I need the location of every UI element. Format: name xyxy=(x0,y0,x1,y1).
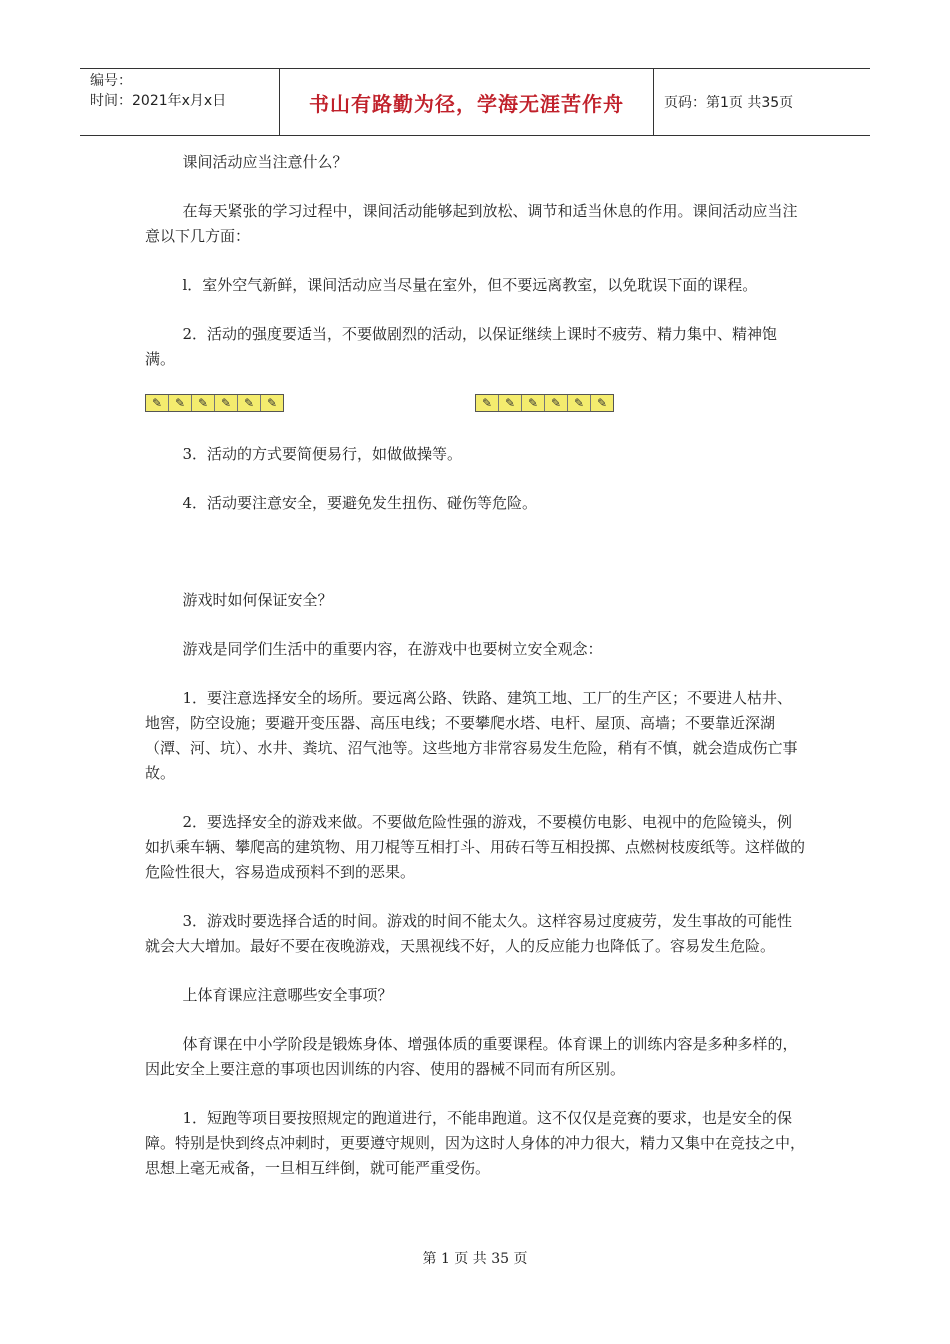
paragraph-intro-break: 在每天紧张的学习过程中，课间活动能够起到放松、调节和适当休息的作用。课间活动应当注意以下几方面： xyxy=(145,202,798,245)
document-body xyxy=(145,150,805,1205)
scroll-icon: ✎ xyxy=(215,395,238,411)
scroll-icon: ✎ xyxy=(146,395,169,411)
paragraph-pe-point-1: 1．短跑等项目要按照规定的跑道进行，不能串跑道。这不仅仅是竞赛的要求，也是安全的保障。特别是快到终点冲刺时，更要遵守规则，因为这时人身体的冲力很大，精力又集中在竞技之中，思想上毫无戒备，一旦相互绊倒，就可能严重受伤。 xyxy=(145,1109,806,1177)
scroll-icon: ✎ xyxy=(591,395,613,411)
header-motto-cell xyxy=(280,69,654,135)
header-motto: 书山有路勤为径，学海无涯苦作舟 xyxy=(309,91,624,116)
time-line: 时间：2021年x月x日 xyxy=(90,93,227,109)
paragraph-game-point-2: 2．要选择安全的游戏来做。不要做危险性强的游戏，不要模仿电影、电视中的危险镜头，例如扒乘车辆、攀爬高的建筑物、用刀棍等互相打斗、用砖石等互相投掷、点燃树枝废纸等。这样做的危险性很大，容易造成预料不到的恶果。 xyxy=(145,813,806,881)
paragraph-intro-pe: 体育课在中小学阶段是锻炼身体、增强体质的重要课程。体育课上的训练内容是多种多样的，因此安全上要注意的事项也因训练的内容、使用的器械不同而有所区别。 xyxy=(145,1035,798,1078)
page-footer: 第 1 页 共 35 页 xyxy=(422,1251,528,1267)
paragraph-break-point-4: 4．活动要注意安全，要避免发生扭伤、碰伤等危险。 xyxy=(182,494,538,512)
header-page-info-cell xyxy=(654,69,870,135)
heading-game-safety: 游戏时如何保证安全？ xyxy=(182,591,333,609)
icon-strip-right xyxy=(475,394,614,412)
paragraph-break-point-3: 3．活动的方式要简便易行，如做做操等。 xyxy=(182,445,463,463)
scroll-icon: ✎ xyxy=(192,395,215,411)
scroll-icon: ✎ xyxy=(545,395,568,411)
paragraph-break-point-1: l．室外空气新鲜，课间活动应当尽量在室外，但不要远离教室，以免耽误下面的课程。 xyxy=(182,276,758,294)
heading-pe-class: 上体育课应注意哪些安全事项？ xyxy=(182,986,393,1004)
paragraph-game-point-3: 3．游戏时要选择合适的时间。游戏的时间不能太久。这样容易过度疲劳，发生事故的可能性就会大大增加。最好不要在夜晚游戏，天黑视线不好，人的反应能力也降低了。容易发生危险。 xyxy=(145,912,793,955)
icon-strip-left xyxy=(145,394,284,412)
scroll-icon: ✎ xyxy=(568,395,591,411)
scroll-icon: ✎ xyxy=(238,395,261,411)
heading-break-activity: 课间活动应当注意什么？ xyxy=(182,153,348,171)
paragraph-game-point-1: 1．要注意选择安全的场所。要远离公路、铁路、建筑工地、工厂的生产区；不要进人枯井、地窖，防空设施；要避开变压器、高压电线；不要攀爬水塔、电杆、屋顶、高墙；不要靠近深湖（潭、河、坑）、水井、粪坑、沼气池等。这些地方非常容易发生危险，稍有不慎，就会造成伤亡事故。 xyxy=(145,689,798,782)
header-meta xyxy=(80,69,280,135)
paragraph-intro-game: 游戏是同学们生活中的重要内容，在游戏中也要树立安全观念： xyxy=(182,640,603,658)
paragraph-break-point-2: 2．活动的强度要适当，不要做剧烈的活动，以保证继续上课时不疲劳、精力集中、精神饱满。 xyxy=(145,325,778,368)
scroll-icon: ✎ xyxy=(261,395,283,411)
number-label: 编号： xyxy=(90,73,132,89)
decorative-icon-row xyxy=(145,394,805,414)
scroll-icon: ✎ xyxy=(522,395,545,411)
scroll-icon: ✎ xyxy=(476,395,499,411)
scroll-icon: ✎ xyxy=(169,395,192,411)
header-page-info: 页码：第1页 共35页 xyxy=(664,95,794,111)
page-header xyxy=(80,68,870,136)
scroll-icon: ✎ xyxy=(499,395,522,411)
